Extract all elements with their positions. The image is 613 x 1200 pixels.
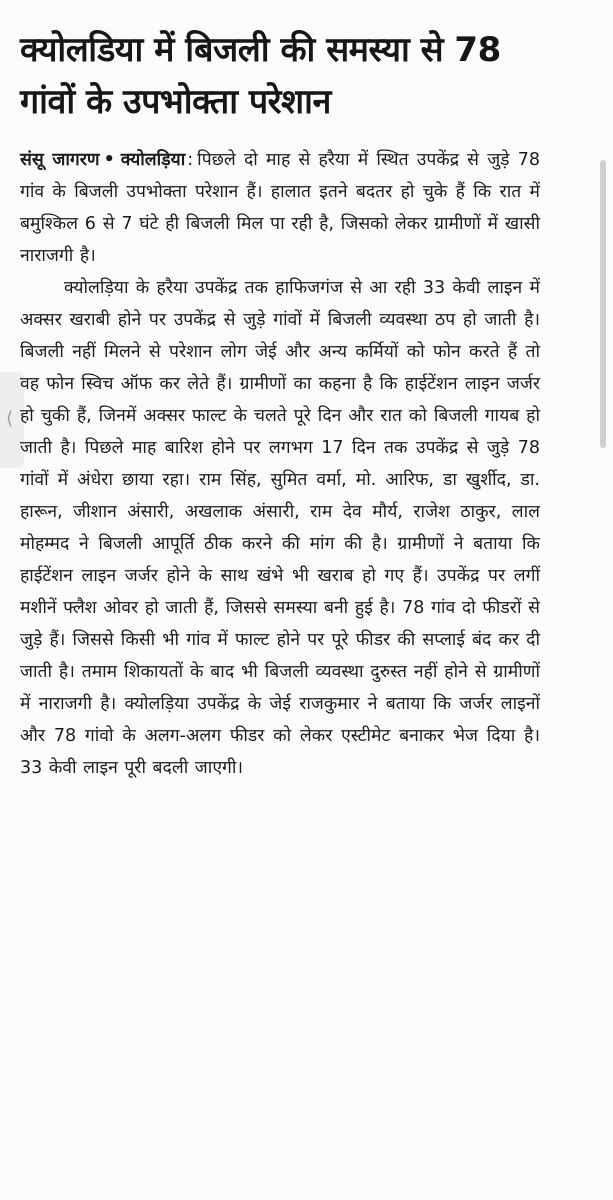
news-clipping — [20, 24, 540, 784]
bullet-separator: • — [103, 150, 115, 170]
article-body — [20, 144, 540, 784]
lead-paragraph — [20, 144, 540, 272]
scrollbar[interactable] — [600, 160, 606, 448]
article-headline: क्योलडिया में बिजली की समस्या से 78 गांवों के उपभोक्ता परेशान — [20, 30, 501, 122]
lead-text: पिछले दो माह से हरैया में स्थित उपकेंद्र से जुड़े 78 गांव के बिजली उपभोक्ता परेशान हैं। हालात इतने बदतर हो चुके हैं कि रात में बमुश्किल 6 से 7 घंटे ही बिजली मिल पा रही है, जिसको लेकर ग्रामीणों में खासी नाराजगी है। — [20, 150, 540, 266]
scrollbar-thumb[interactable] — [600, 160, 606, 448]
chevron-left-icon: ⟨ — [6, 408, 14, 429]
byline: संसू जागरण — [20, 150, 100, 170]
dateline-colon: : — [187, 150, 194, 170]
body-paragraph: क्योलड़िया के हरैया उपकेंद्र तक हाफिजगंज से आ रही 33 केवी लाइन में अक्सर खराबी होने पर उपकेंद्र से जुड़े गांवों में बिजली व्यवस्था ठप हो जाती है। बिजली नहीं मिलने से परेशान लोग जेई और अन्य कर्मियों को फोन करते हैं तो वह फोन स्विच ऑफ कर लेते हैं। ग्रामीणों का कहना है कि हाईटेंशन लाइन जर्जर हो चुकी हैं, जिनमें अक्सर फाल्ट के चलते पूरे दिन और रात को बिजली गायब हो जाती है। पिछले माह बारिश होने पर लगभग 17 दिन तक उपकेंद्र से जुड़े 78 गांवों में अंधेरा छाया रहा। राम सिंह, सुमित वर्मा, मो. आरिफ, डा खुर्शीद, डा. हारून, जीशान अंसारी, अखलाक अंसारी, राम देव मौर्य, राजेश ठाकुर, लाल मोहम्मद ने बिजली आपूर्ति ठीक करने की मांग की है। ग्रामीणों ने बताया कि हाईटेंशन लाइन जर्जर होने के साथ खंभे भी खराब हो गए हैं। उपकेंद्र पर लगीं मशीनें फ्लैश ओवर हो जाती हैं, जिससे समस्या बनी हुई है। 78 गांव दो फीडरों से जुड़े हैं। जिससे किसी भी गांव में फाल्ट होने पर पूरे फीडर की सप्लाई बंद कर दी जाती है। तमाम शिकायतों के बाद भी बिजली व्यवस्था दुरुस्त नहीं होने से ग्रामीणों में नाराजगी है। क्योलड़िया उपकेंद्र के जेई राजकुमार ने बताया कि जर्जर लाइनों और 78 गांवो के अलग-अलग फीडर को लेकर एस्टीमेट बनाकर भेज दिया है। 33 केवी लाइन पूरी बदली जाएगी। — [20, 278, 540, 778]
dateline-place: क्योलड़िया — [120, 150, 186, 170]
